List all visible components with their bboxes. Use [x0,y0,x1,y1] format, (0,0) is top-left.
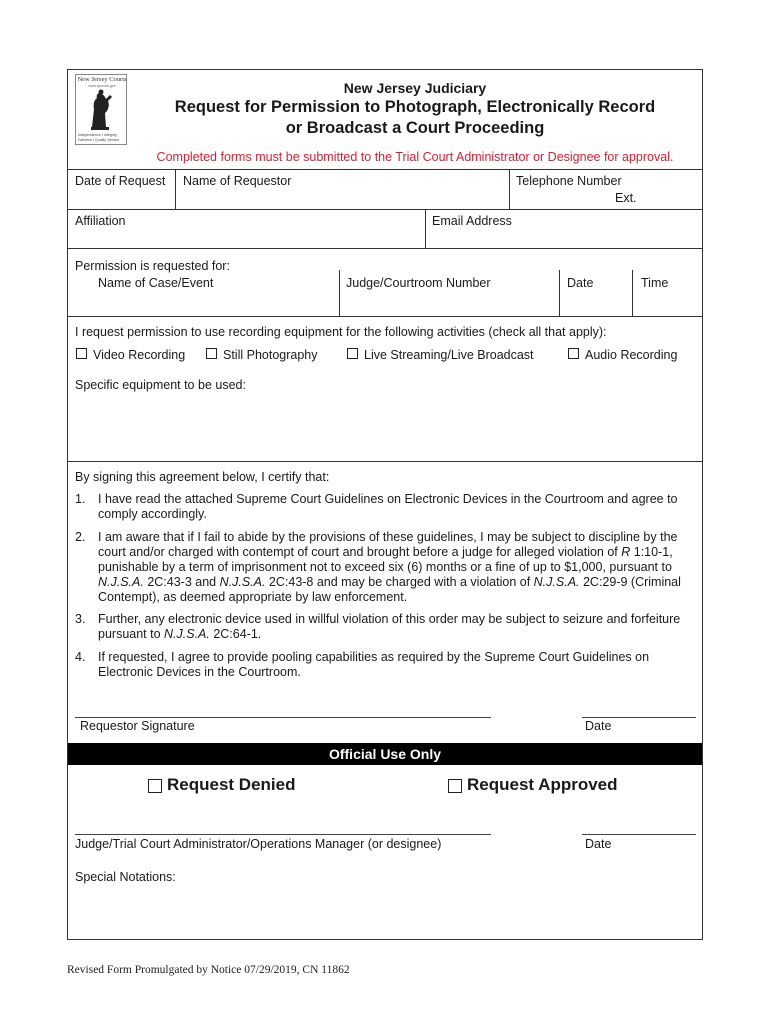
request-denied-label: Request Denied [167,775,296,794]
statute-reference: N.J.S.A. [98,575,144,589]
revision-footer: Revised Form Promulgated by Notice 07/29/2019, CN 11862 [67,964,350,976]
divider [67,461,703,462]
agreement-text: 2C:64-1. [209,627,262,641]
telephone-field[interactable] [516,189,611,207]
agreement-text: pursuant to [98,627,165,641]
signature-date-label: Date [585,719,612,733]
official-use-heading: Official Use Only [328,746,442,762]
divider [67,316,703,317]
official-date-label: Date [585,837,612,851]
telephone-label: Telephone Number [516,174,622,188]
equipment-field[interactable] [76,396,696,456]
case-event-label: Name of Case/Event [98,276,214,290]
agreement-item-3 [98,612,688,642]
agreement-text: Electronic Devices in the Courtroom. [98,665,301,679]
agreement-text: Contempt), as deemed appropriate by law enforcement. [98,590,408,604]
special-notations-field[interactable] [76,888,696,936]
agreement-text [98,575,688,590]
agreement-text: 2C:43-8 and may be charged with a violation of [265,575,534,589]
agreement-text: 2C:29-9 (Criminal [579,575,681,589]
divider [175,169,176,209]
email-field[interactable] [432,229,697,246]
divider [67,209,703,210]
item-number: 4. [75,650,86,664]
divider [67,248,703,249]
name-of-requestor-label: Name of Requestor [183,174,292,188]
time-label: Time [641,276,669,290]
still-photography-checkbox[interactable] [206,348,217,359]
date-of-request-label: Date of Request [75,174,166,188]
date-of-request-field[interactable] [76,189,172,207]
judge-courtroom-field[interactable] [346,293,554,313]
affiliation-label: Affiliation [75,214,126,228]
divider [339,270,340,316]
item-number: 3. [75,612,86,626]
signature-date-field[interactable] [583,692,695,716]
signature-date-line [582,717,696,718]
date-label: Date [567,276,594,290]
equipment-label: Specific equipment to be used: [75,378,246,392]
judge-courtroom-label: Judge/Courtroom Number [346,276,491,290]
statute-reference: N.J.S.A. [533,575,580,589]
email-label: Email Address [432,214,512,228]
agreement-text: Further, any electronic device used in willful violation of this order may be subject to seizure and forfeiture [98,612,681,626]
case-event-field[interactable] [98,293,334,313]
item-number: 2. [75,530,86,544]
agreement-item-4 [98,650,688,680]
official-date-field[interactable] [583,808,695,833]
request-approved-label: Request Approved [467,775,618,794]
name-of-requestor-field[interactable] [184,189,504,207]
agreement-text: 1:10-1, [630,545,673,559]
divider [559,270,560,316]
judge-signature-label: Judge/Trial Court Administrator/Operations Manager (or designee) [75,837,442,851]
special-notations-label: Special Notations: [75,870,176,884]
agreement-text: punishable by a term of imprisonment not to exceed six (6) months or a fine of up to $1,000, pursuant to [98,560,672,574]
still-photography-label: Still Photography [223,348,318,362]
live-streaming-label: Live Streaming/Live Broadcast [364,348,534,362]
agreement-text: comply accordingly. [98,507,207,521]
item-number: 1. [75,492,86,506]
agreement-text: I have read the attached Supreme Court Guidelines on Electronic Devices in the Courtroom and agree to [98,492,678,506]
agreement-item-1 [98,492,688,522]
statute-reference: N.J.S.A. [164,627,210,641]
audio-recording-checkbox[interactable] [568,348,579,359]
agreement-text [98,545,688,560]
requestor-signature-label: Requestor Signature [80,719,195,733]
time-field[interactable] [640,293,698,313]
logo-motto: Independence • Integrity Fairness • Quality Service [78,133,120,142]
form-title-line2: or Broadcast a Court Proceeding [285,119,545,137]
divider [509,169,510,209]
logo-url: www.njcourts.gov [88,84,116,88]
agreement-text: If requested, I agree to provide pooling capabilities as required by the Supreme Court Guidelines on [98,650,650,664]
statute-reference: N.J.S.A. [219,575,266,589]
audio-recording-label: Audio Recording [585,348,678,362]
judge-signature-line [75,834,491,835]
agreement-text: 2C:43-3 and [143,575,220,589]
form-title-line1: Request for Permission to Photograph, Electronically Record [174,98,656,116]
judge-signature-field[interactable] [76,808,490,833]
org-name: New Jersey Judiciary [343,80,487,96]
request-denied-checkbox[interactable] [148,779,162,793]
divider [632,270,633,316]
affiliation-field[interactable] [76,229,421,246]
submission-notice: Completed forms must be submitted to the Trial Court Administrator or Designee for approval. [156,150,674,164]
permission-for-label: Permission is requested for: [75,259,230,273]
official-date-line [582,834,696,835]
requestor-signature-field[interactable] [76,692,490,716]
video-recording-label: Video Recording [93,348,186,362]
agreement-text [98,627,688,642]
live-streaming-checkbox[interactable] [347,348,358,359]
divider [67,169,703,170]
date-field[interactable] [566,293,628,313]
logo-title: New Jersey Courts [77,76,127,83]
agreement-intro: By signing this agreement below, I certify that: [75,470,330,484]
video-recording-checkbox[interactable] [76,348,87,359]
ext-label: Ext. [615,191,637,205]
rule-reference: R [621,545,631,559]
request-approved-checkbox[interactable] [448,779,462,793]
agreement-item-2 [98,530,688,605]
requestor-signature-line [75,717,491,718]
divider [425,209,426,248]
activities-intro: I request permission to use recording equipment for the following activities (check all that apply): [75,325,607,339]
agreement-text: I am aware that if I fail to abide by the provisions of these guidelines, I may be subject to discipline by the [98,530,678,544]
official-use-bar [68,743,702,765]
agreement-text: court and/or charged with contempt of court and brought before a judge for alleged violation of [98,545,622,559]
